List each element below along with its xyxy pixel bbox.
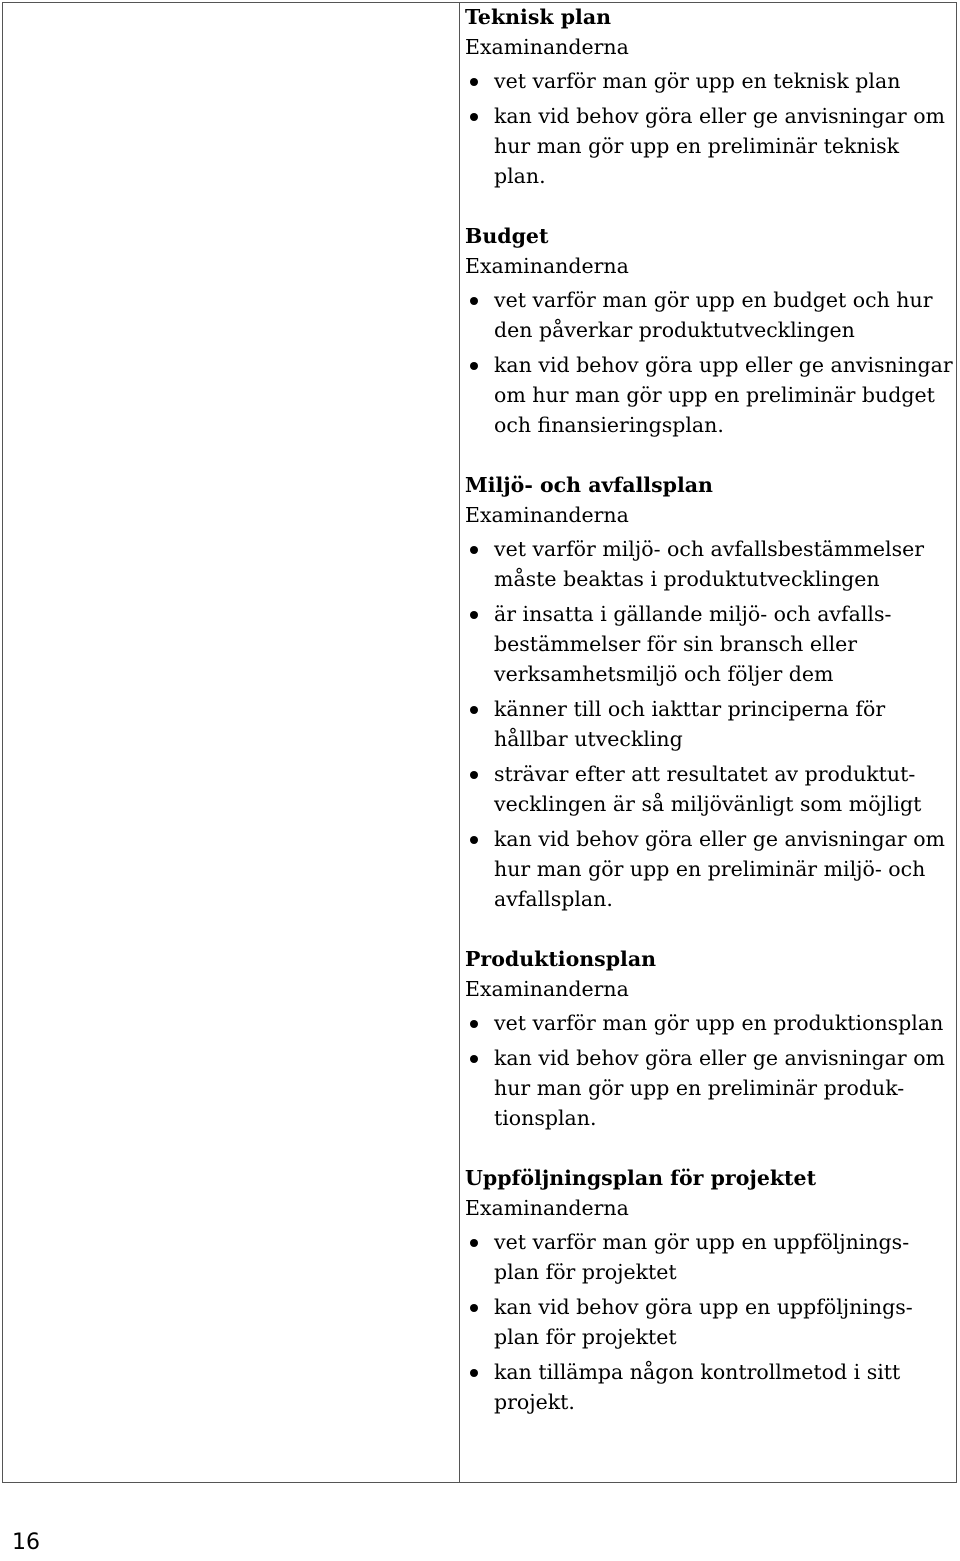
list-item bbox=[465, 759, 953, 819]
bullet-icon bbox=[470, 1369, 478, 1377]
section bbox=[465, 470, 953, 914]
section bbox=[465, 1163, 953, 1417]
bullet-icon bbox=[470, 78, 478, 86]
list-item bbox=[465, 1357, 953, 1417]
bullet-icon bbox=[470, 706, 478, 714]
bullet-icon bbox=[470, 1304, 478, 1312]
section-heading: Uppföljningsplan för projektet bbox=[465, 1166, 817, 1190]
section-heading: Miljö- och avfallsplan bbox=[465, 473, 713, 497]
column-divider bbox=[459, 3, 460, 1482]
list-item bbox=[465, 285, 953, 345]
section bbox=[465, 2, 953, 191]
bullet-icon bbox=[470, 297, 478, 305]
bullet-icon bbox=[470, 362, 478, 370]
list-item-text: strävar efter att resultatet av produktut- vecklingen är så miljövänligt som möjligt bbox=[494, 762, 922, 816]
list-item bbox=[465, 1227, 953, 1287]
bullet-icon bbox=[470, 771, 478, 779]
list-item bbox=[465, 1043, 953, 1133]
bullet-icon bbox=[470, 546, 478, 554]
list-item-text: är insatta i gällande miljö- och avfalls- bestämmelser för sin bransch eller verksamhetsmiljö och följer dem bbox=[494, 602, 892, 686]
right-column-content bbox=[465, 2, 953, 1422]
bullet-list bbox=[465, 1227, 953, 1417]
list-item-text: vet varför man gör upp en budget och hur den påverkar produktutvecklingen bbox=[494, 288, 933, 342]
list-item-text: vet varför man gör upp en produktionsplan bbox=[494, 1011, 944, 1035]
bullet-icon bbox=[470, 1239, 478, 1247]
section bbox=[465, 944, 953, 1133]
section-subheading: Examinanderna bbox=[465, 35, 629, 59]
page-number: 16 bbox=[12, 1530, 40, 1555]
section-subheading: Examinanderna bbox=[465, 503, 629, 527]
bullet-icon bbox=[470, 1055, 478, 1063]
list-item bbox=[465, 824, 953, 914]
bullet-icon bbox=[470, 1020, 478, 1028]
bullet-icon bbox=[470, 113, 478, 121]
list-item-text: kan vid behov göra upp en uppföljnings- plan för projektet bbox=[494, 1295, 913, 1349]
bullet-list bbox=[465, 534, 953, 914]
section bbox=[465, 221, 953, 440]
list-item-text: kan vid behov göra eller ge anvisningar om hur man gör upp en preliminär produk- tionsplan. bbox=[494, 1046, 945, 1130]
section-heading: Produktionsplan bbox=[465, 947, 657, 971]
bullet-list bbox=[465, 1008, 953, 1133]
section-subheading: Examinanderna bbox=[465, 977, 629, 1001]
section-subheading: Examinanderna bbox=[465, 1196, 629, 1220]
list-item-text: vet varför man gör upp en teknisk plan bbox=[494, 69, 901, 93]
list-item bbox=[465, 350, 953, 440]
list-item bbox=[465, 534, 953, 594]
list-item-text: kan vid behov göra eller ge anvisningar om hur man gör upp en preliminär teknisk plan. bbox=[494, 104, 945, 188]
section-subheading: Examinanderna bbox=[465, 254, 629, 278]
list-item-text: kan tillämpa någon kontrollmetod i sitt projekt. bbox=[494, 1360, 901, 1414]
section-heading: Budget bbox=[465, 224, 549, 248]
list-item-text: vet varför man gör upp en uppföljnings- plan för projektet bbox=[494, 1230, 910, 1284]
list-item bbox=[465, 1292, 953, 1352]
bullet-icon bbox=[470, 611, 478, 619]
list-item bbox=[465, 66, 953, 96]
list-item-text: kan vid behov göra upp eller ge anvisningar om hur man gör upp en preliminär budget och finansieringsplan. bbox=[494, 353, 953, 437]
list-item-text: vet varför miljö- och avfallsbestämmelser måste beaktas i produktutvecklingen bbox=[494, 537, 925, 591]
list-item bbox=[465, 694, 953, 754]
list-item bbox=[465, 599, 953, 689]
bullet-icon bbox=[470, 836, 478, 844]
list-item bbox=[465, 1008, 953, 1038]
section-heading: Teknisk plan bbox=[465, 5, 612, 29]
bullet-list bbox=[465, 66, 953, 191]
list-item-text: känner till och iakttar principerna för hållbar utveckling bbox=[494, 697, 886, 751]
list-item-text: kan vid behov göra eller ge anvisningar om hur man gör upp en preliminär miljö- och avfallsplan. bbox=[494, 827, 945, 911]
bullet-list bbox=[465, 285, 953, 440]
list-item bbox=[465, 101, 953, 191]
